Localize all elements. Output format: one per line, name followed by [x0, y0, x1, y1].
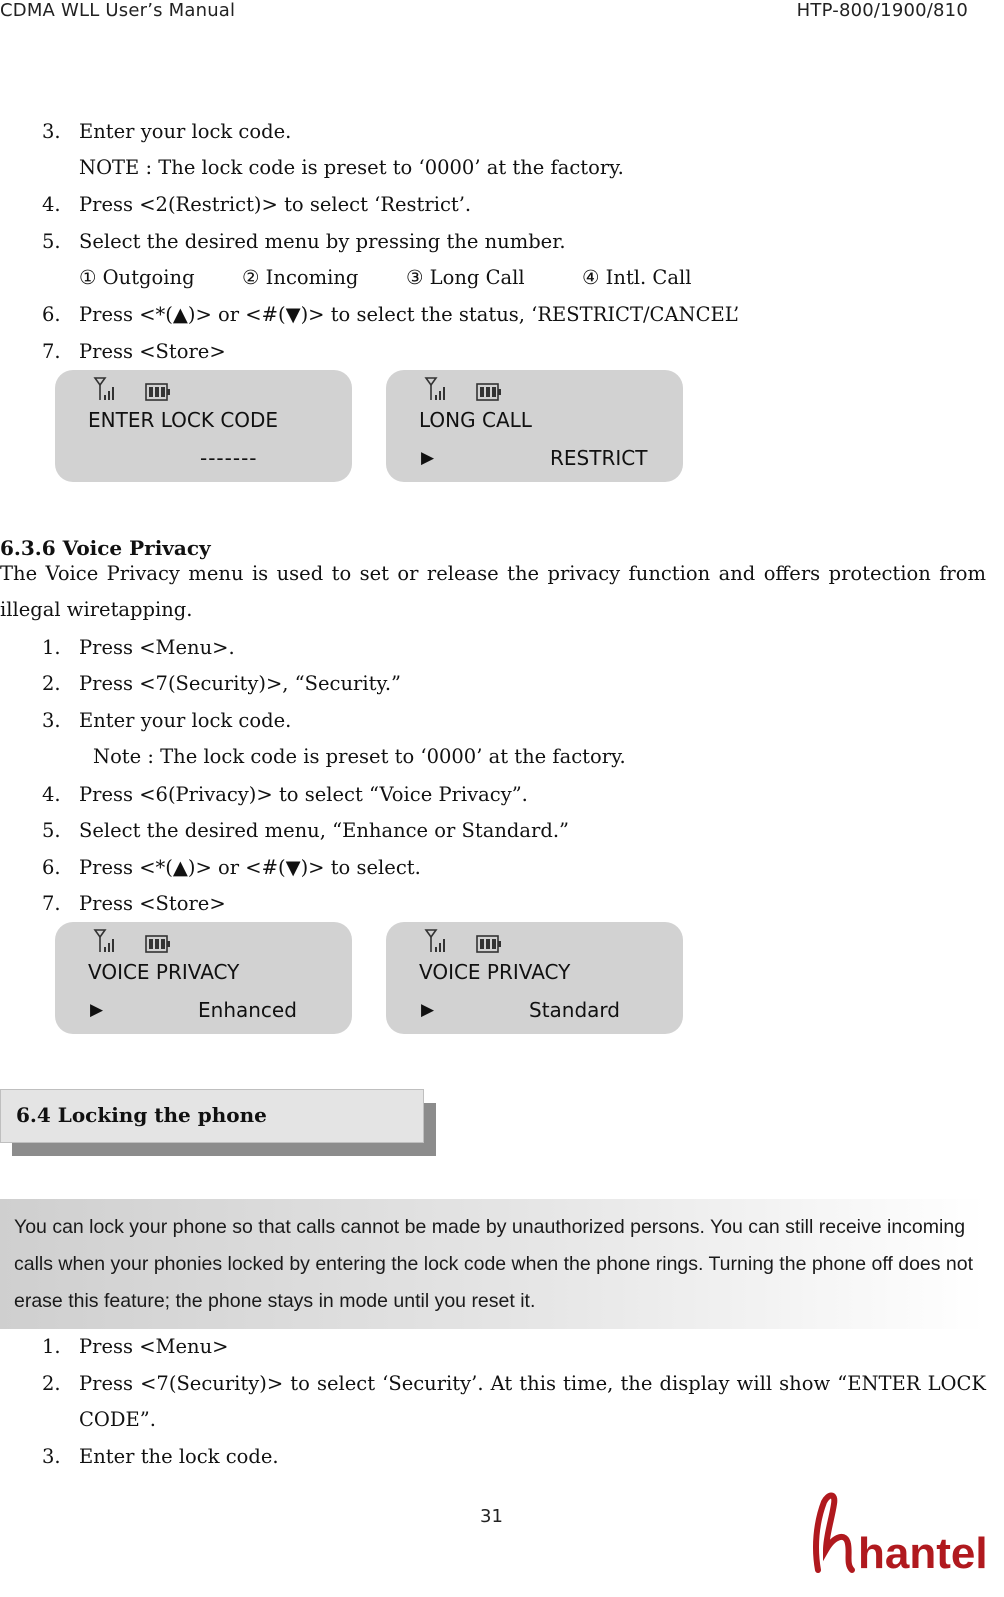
step-number: 6.	[42, 303, 61, 326]
step-text: Press <Menu>.	[79, 636, 235, 659]
step-text: Select the desired menu, “Enhance or Standard.”	[79, 819, 570, 842]
step-number: 2.	[42, 672, 61, 695]
signal-antenna-icon	[93, 376, 117, 402]
hantel-logo	[810, 1488, 990, 1578]
step-text: Press <*(▲)> or <#(▼)> to select the status, ‘RESTRICT/CANCEL’	[79, 303, 740, 326]
page-number: 31	[480, 1506, 503, 1527]
lcd-line-2: Standard	[529, 998, 620, 1022]
step-number: 1.	[42, 636, 61, 659]
step-number: 4.	[42, 783, 61, 806]
battery-icon	[145, 382, 171, 402]
step-number: 1.	[42, 1335, 61, 1358]
step-text: Press <7(Security)> to select ‘Security’. At this time, the display will show “ENTER LOCK CODE”.	[79, 1372, 986, 1431]
play-arrow-icon: ▶	[421, 448, 435, 468]
step-text: Press <6(Privacy)> to select “Voice Privacy”.	[79, 783, 528, 806]
step-text: Press <2(Restrict)> to select ‘Restrict’.	[79, 193, 472, 216]
step-text: Enter the lock code.	[79, 1445, 279, 1468]
step-number: 7.	[42, 340, 61, 363]
header-manual-title: CDMA WLL User’s Manual	[0, 0, 236, 21]
lcd-screen-privacy-enhanced	[55, 922, 352, 1034]
lcd-line-1: LONG CALL	[419, 408, 532, 432]
option-outgoing: ① Outgoing	[79, 266, 195, 289]
lcd-line-2: Enhanced	[198, 998, 297, 1022]
lcd-line-1: ENTER LOCK CODE	[88, 408, 279, 432]
step-note: Note : The lock code is preset to ‘0000’ at the factory.	[93, 745, 626, 768]
step-number: 2.	[42, 1372, 61, 1395]
step-text: Press <Store>	[79, 892, 226, 915]
logo-text: hantel	[858, 1529, 988, 1578]
lcd-screen-enter-lock-code	[55, 370, 352, 482]
step-text: Press <*(▲)> or <#(▼)> to select.	[79, 856, 421, 879]
step-number: 3.	[42, 120, 61, 143]
step-text: Enter your lock code.	[79, 120, 292, 143]
play-arrow-icon: ▶	[90, 1000, 104, 1020]
step-text: Press <7(Security)>, “Security.”	[79, 672, 402, 695]
option-long-call: ③ Long Call	[406, 266, 525, 289]
lcd-line-1: VOICE PRIVACY	[419, 960, 571, 984]
lcd-screen-privacy-standard	[386, 922, 683, 1034]
lcd-line-2: -------	[200, 446, 258, 470]
signal-antenna-icon	[93, 928, 117, 954]
step-text: Enter your lock code.	[79, 709, 292, 732]
battery-icon	[145, 934, 171, 954]
step-text: Press <Store>	[79, 340, 226, 363]
lcd-line-1: VOICE PRIVACY	[88, 960, 240, 984]
lcd-screen-long-call	[386, 370, 683, 482]
step-number: 4.	[42, 193, 61, 216]
step-number: 5.	[42, 819, 61, 842]
step-number: 7.	[42, 892, 61, 915]
battery-icon	[476, 382, 502, 402]
header-model: HTP-800/1900/810	[796, 0, 968, 21]
step-number: 5.	[42, 230, 61, 253]
locking-note-box	[0, 1199, 986, 1329]
option-incoming: ② Incoming	[242, 266, 359, 289]
section-title-locking: 6.4 Locking the phone	[16, 1103, 267, 1127]
play-arrow-icon: ▶	[421, 1000, 435, 1020]
lcd-line-2: RESTRICT	[550, 446, 648, 470]
voice-privacy-intro: The Voice Privacy menu is used to set or release the privacy function and offers protection from illegal wiretapping.	[0, 562, 986, 621]
step-text: Select the desired menu by pressing the number.	[79, 230, 566, 253]
locking-note-text: You can lock your phone so that calls cannot be made by unauthorized persons. You can still receive incoming calls when your phonies locked by entering the lock code when the phone rings. Turning the phone off does not erase this feature; the phone stays in mode until you reset it.	[14, 1216, 974, 1312]
option-intl-call: ④ Intl. Call	[582, 266, 692, 289]
section-title-voice-privacy: 6.3.6 Voice Privacy	[0, 536, 211, 560]
section-heading-locking	[0, 1089, 424, 1143]
battery-icon	[476, 934, 502, 954]
step-number: 3.	[42, 709, 61, 732]
signal-antenna-icon	[424, 376, 448, 402]
step-number: 3.	[42, 1445, 61, 1468]
step-number: 6.	[42, 856, 61, 879]
step-note: NOTE : The lock code is preset to ‘0000’ at the factory.	[79, 156, 624, 179]
signal-antenna-icon	[424, 928, 448, 954]
step-text: Press <Menu>	[79, 1335, 229, 1358]
